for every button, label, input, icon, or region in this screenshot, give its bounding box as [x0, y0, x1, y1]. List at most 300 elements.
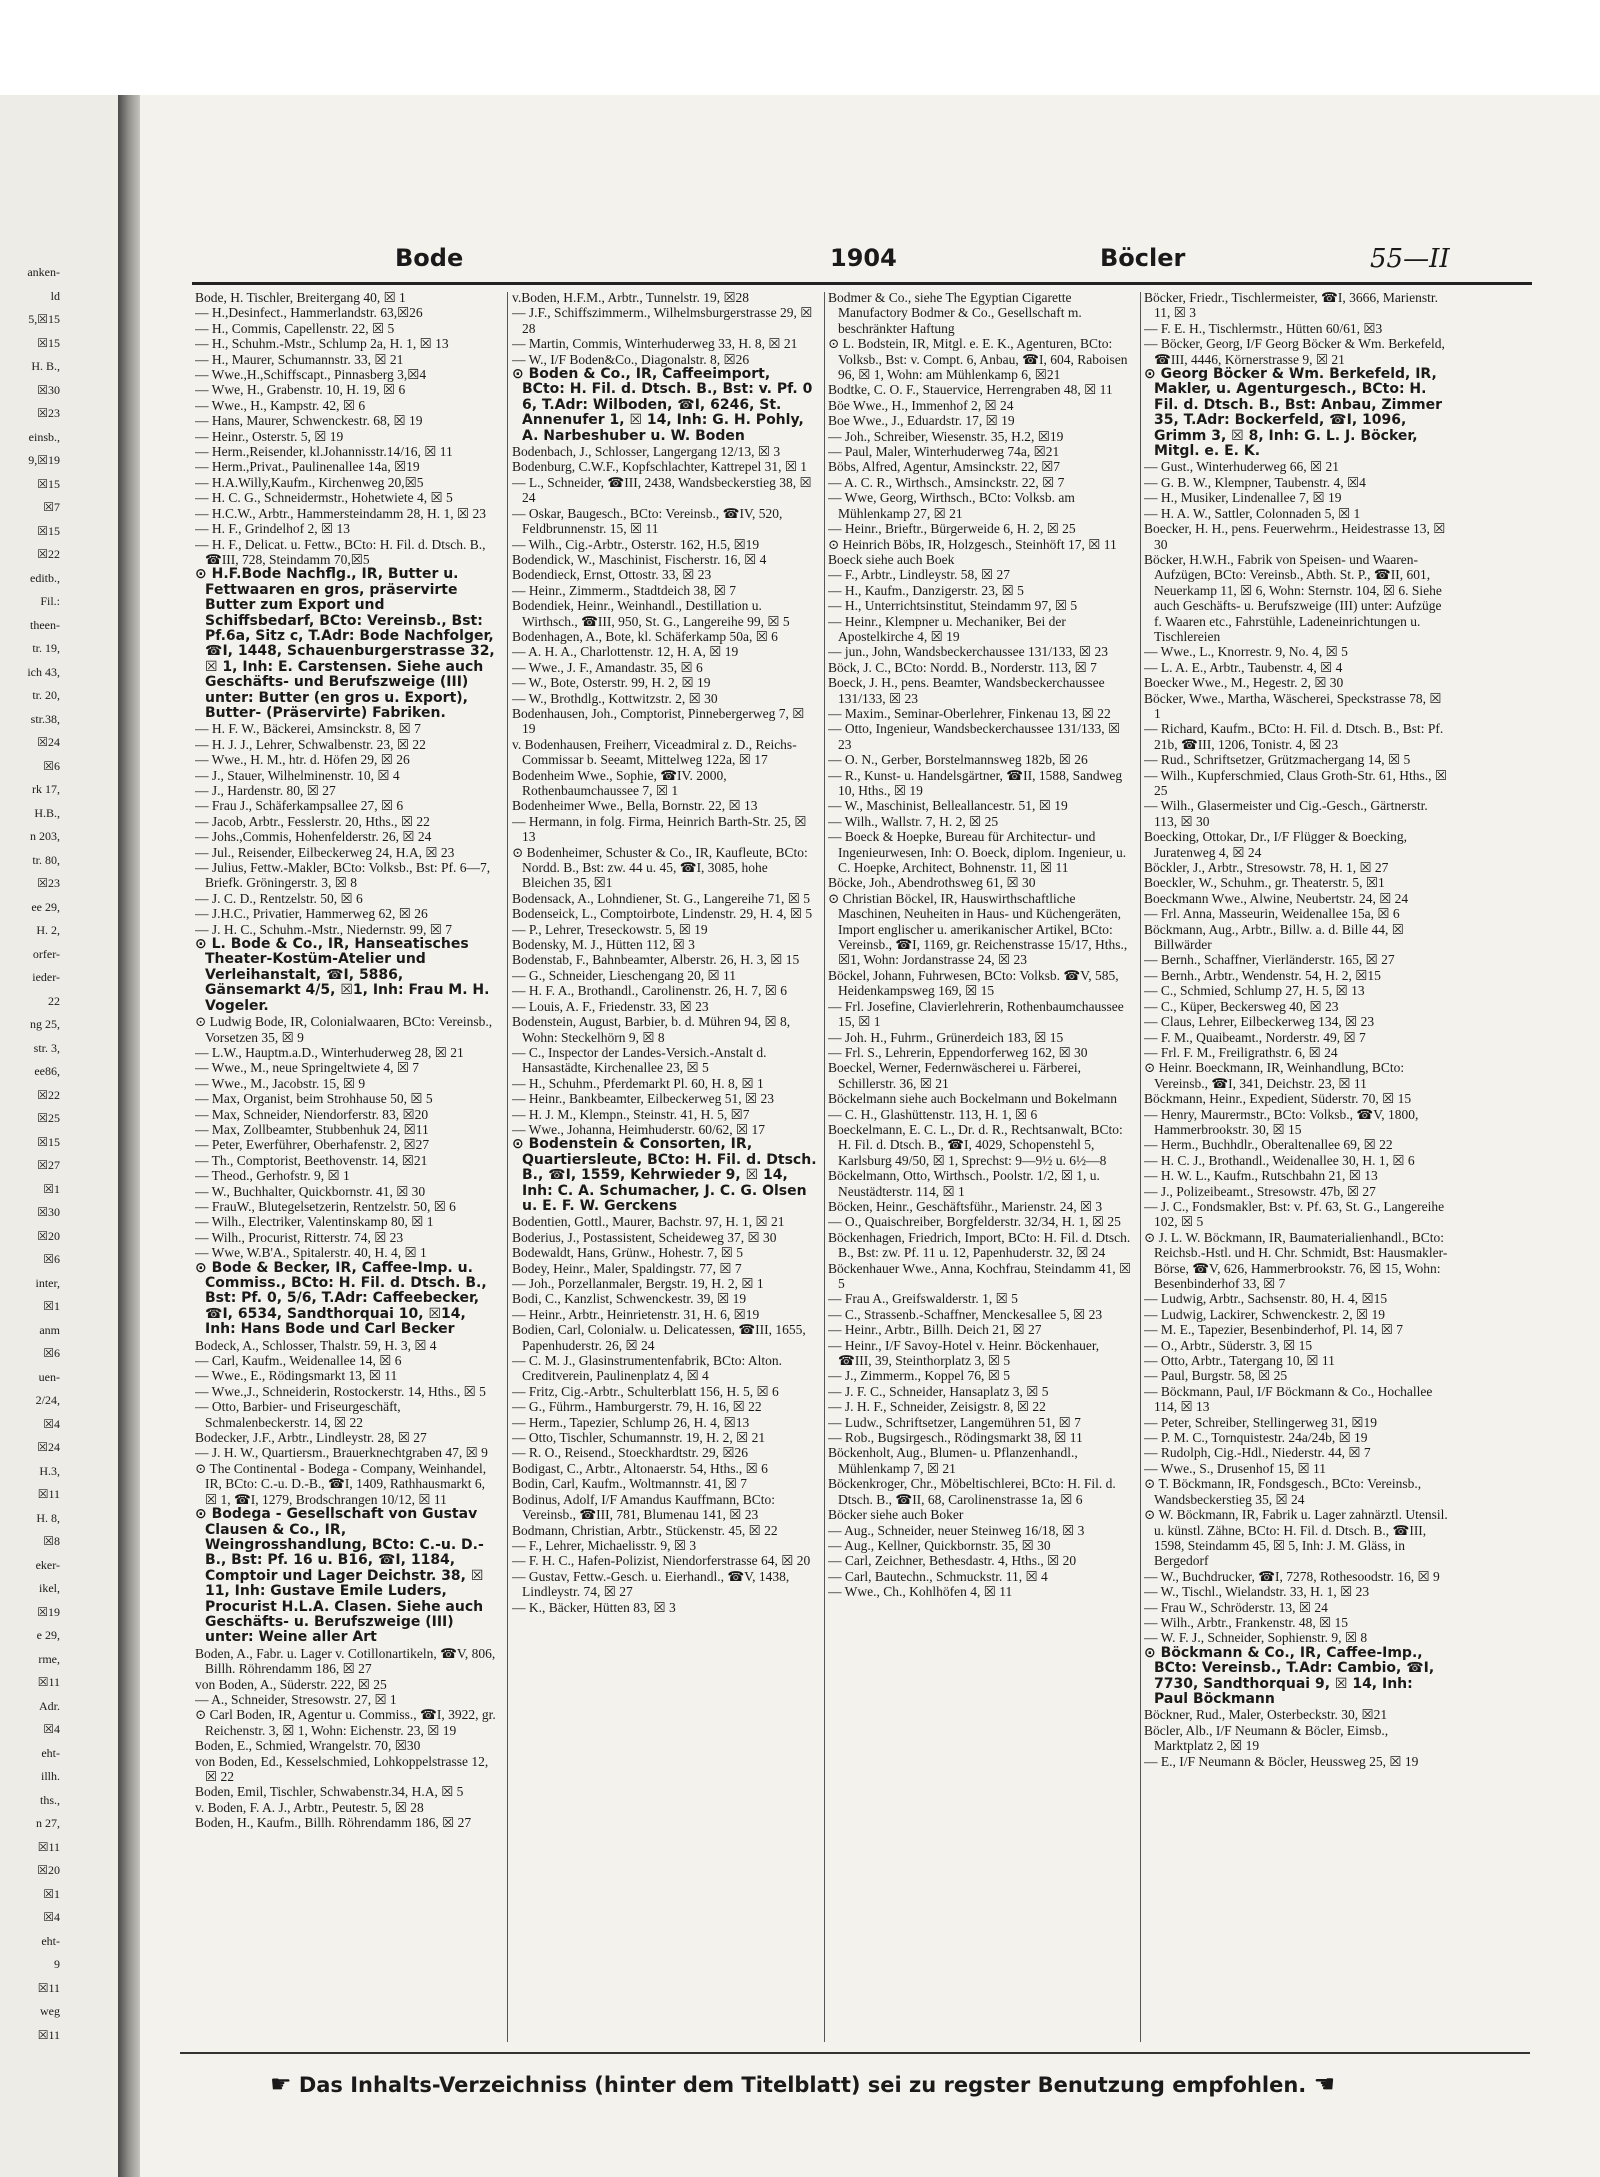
directory-entry: — C. M. J., Glasinstrumentenfabrik, BCto: Alton. Creditverein, Paulinenplatz 4, ☒ 4	[512, 1353, 782, 1384]
directory-entry: — Max, Schneider, Niendorferstr. 83, ☒20	[195, 1106, 429, 1122]
directory-entry: — Otto, Arbtr., Tatergang 10, ☒ 11	[1144, 1353, 1335, 1369]
directory-entry: — H. A. W., Sattler, Colonnaden 5, ☒ 1	[1144, 505, 1361, 521]
directory-entry: — Gust., Winterhuderweg 66, ☒ 21	[1144, 459, 1340, 475]
directory-entry: Bodentien, Gottl., Maurer, Bachstr. 97, H. 1, ☒ 21	[512, 1214, 785, 1230]
directory-entry: Böckler, J., Arbtr., Stresowstr. 78, H. 1, ☒ 27	[1144, 860, 1389, 876]
directory-entry: — C. H., Glashüttenstr. 113, H. 1, ☒ 6	[828, 1106, 1038, 1122]
directory-entry: Bodigast, C., Arbtr., Altonaerstr. 54, Hths., ☒ 6	[512, 1460, 768, 1476]
previous-page-fragment: orfer-	[32, 946, 60, 961]
directory-entry: — Heinr., Arbtr., Billh. Deich 21, ☒ 27	[828, 1322, 1042, 1338]
directory-entry: — A. C. R., Wirthsch., Amsinckstr. 22, ☒ 7	[828, 474, 1065, 490]
directory-entry: — Wilh., Glasermeister und Cig.-Gesch., Gärtnerstr. 113, ☒ 30	[1144, 798, 1428, 829]
directory-entry: von Boden, A., Süderstr. 222, ☒ 25	[195, 1676, 387, 1692]
previous-page-fragment: theen-	[30, 617, 60, 632]
previous-page-fragment: ☒15	[37, 1134, 60, 1149]
directory-entry: — Carl, Zeichner, Bethesdastr. 4, Hths., ☒ 20	[828, 1553, 1077, 1569]
directory-entry: Boecking, Ottokar, Dr., I/F Flügger & Boecking, Juratenweg 4, ☒ 24	[1144, 829, 1408, 860]
previous-page-fragment: weg	[40, 2004, 60, 2018]
previous-page-fragment: 5,☒15	[28, 312, 60, 326]
directory-entry: — L. A. E., Arbtr., Taubenstr. 4, ☒ 4	[1144, 659, 1343, 675]
previous-page-fragment: editb.,	[30, 570, 60, 585]
directory-entry: — F. H. C., Hafen-Polizist, Niendorferstrasse 64, ☒ 20	[512, 1553, 811, 1569]
previous-page-fragment: ☒30	[37, 382, 60, 397]
directory-entry: Bodenstein, August, Barbier, b. d. Mühren 94, ☒ 8, Wohn: Steckelhörn 9, ☒ 8	[512, 1014, 791, 1045]
directory-entry: Bodensack, A., Lohndiener, St. G., Langereihe 71, ☒ 5	[512, 890, 810, 906]
directory-entry: ⊙ Christian Böckel, IR, Hauswirthschaftliche Maschinen, Neuheiten in Haus- und Küchengeräten, Import englischer u. amerikanischer Artikel, BCto: Vereinsb., ☎I, 1169, gr. Reichenstrasse 15/17, Hths., ☒1, Wohn: Jordanstrasse 24, ☒ 23	[828, 890, 1128, 968]
previous-page-fragment: ee86,	[34, 1064, 60, 1078]
header-left-word: Bode	[395, 244, 464, 272]
directory-entry: v.Boden, H.F.M., Arbtr., Tunnelstr. 19, ☒28	[512, 290, 750, 305]
previous-page-fragment: H.B.,	[34, 805, 60, 820]
directory-entry: — J.H.C., Privatier, Hammerweg 62, ☒ 26	[195, 906, 428, 922]
previous-page-fragment: ikel,	[39, 1581, 60, 1595]
directory-entry: — Jul., Reisender, Eilbeckerweg 24, H.A, ☒ 23	[195, 844, 455, 860]
directory-entry: — Otto, Barbier- und Friseurgeschäft, Schmalenbeckerstr. 14, ☒ 22	[195, 1399, 401, 1430]
directory-entry: — Bernh., Schaffner, Vierländerstr. 165, ☒ 27	[1144, 952, 1395, 968]
directory-entry: — H., Schuhm., Pferdemarkt Pl. 60, H. 8, ☒ 1	[512, 1075, 764, 1091]
column-1	[195, 290, 497, 2060]
directory-entry: — Joh. H., Fuhrm., Grünerdeich 183, ☒ 15	[828, 1029, 1064, 1045]
directory-entry: — Fritz, Cig.-Arbtr., Schulterblatt 156, H. 5, ☒ 6	[512, 1383, 779, 1399]
directory-entry: — Wwe.,J., Schneiderin, Rostockerstr. 14, Hths., ☒ 5	[195, 1383, 486, 1399]
previous-page-fragment: ☒23	[37, 876, 60, 890]
directory-entry: — H., Schuhm.-Mstr., Schlump 2a, H. 1, ☒ 13	[195, 336, 449, 352]
directory-entry: — Julius, Fettw.-Makler, BCto: Volksb., Bst: Pf. 6—7, Briefk. Gröningerstr. 3, ☒ 8	[195, 860, 491, 891]
previous-page-fragment: Adr.	[39, 1698, 60, 1713]
directory-entry: — H.C.W., Arbtr., Hammersteindamm 28, H. 1, ☒ 23	[195, 505, 486, 521]
directory-entry: — jun., John, Wandsbeckerchaussee 131/133, ☒ 23	[828, 644, 1108, 660]
header-year: 1904	[830, 244, 897, 272]
directory-entry: ⊙ Georg Böcker & Wm. Berkefeld, IR, Makler, u. Agenturgesch., BCto: H. Fil. d. Dtsch. B., Bst: Anbau, Zimmer 35, T.Adr: Bockerfeld, ☎I, 1096, Grimm 3, ☒ 8, Inh: G. L. J. Böcker, Mitgl. e. E. K.	[1144, 366, 1442, 460]
previous-page-fragment: illh.	[40, 1769, 60, 1783]
previous-page-fragment: ☒24	[37, 735, 60, 749]
directory-entry: Bode, H. Tischler, Breitergang 40, ☒ 1	[195, 290, 406, 305]
directory-entry: Bodenbach, J., Schlosser, Langergang 12/13, ☒ 3	[512, 444, 781, 460]
directory-entry: Böckelmann siehe auch Bockelmann und Bokelmann	[828, 1091, 1118, 1107]
directory-entry: — FrauW., Blutegelsetzerin, Rentzelstr. 50, ☒ 6	[195, 1198, 456, 1214]
previous-page-fragment: tr. 80,	[32, 852, 60, 867]
directory-entry: — G., Schneider, Lieschengang 20, ☒ 11	[512, 967, 737, 983]
directory-entry: — Wwe, Georg, Wirthsch., BCto: Volksb. am Mühlenkamp 27, ☒ 21	[828, 490, 1075, 521]
previous-page-fragment: ☒4	[43, 1722, 60, 1736]
directory-entry: — Wwe., M., neue Springeltwiete 4, ☒ 7	[195, 1060, 420, 1076]
page-header	[195, 244, 1525, 284]
directory-entry: — R. O., Reisend., Stoeckhardtstr. 29, ☒26	[512, 1445, 748, 1461]
directory-entry: — Wwe., Ch., Kohlhöfen 4, ☒ 11	[828, 1584, 1013, 1600]
directory-entry: — Hans, Maurer, Schwenckestr. 68, ☒ 19	[195, 413, 423, 429]
directory-entry: — Herm.,Reisender, kl.Johannisstr.14/16, ☒ 11	[195, 444, 453, 460]
directory-entry: Bodenburg, C.W.F., Kopfschlachter, Kattrepel 31, ☒ 1	[512, 459, 808, 475]
directory-entry: Bodinus, Adolf, I/F Amandus Kauffmann, BCto: Vereinsb., ☎III, 781, Blumenau 141, ☒ 23	[512, 1491, 776, 1523]
directory-entry: Böckenholt, Aug., Blumen- u. Pflanzenhandl., Mühlenkamp 7, ☒ 21	[828, 1445, 1078, 1476]
previous-page-fragment: 9	[54, 1957, 60, 1971]
directory-entry: Böcker, Wwe., Martha, Wäscherei, Speckstrasse 78, ☒ 1	[1144, 690, 1442, 721]
directory-entry: — H.A.Willy,Kaufm., Kirchenweg 20,☒5	[195, 474, 424, 490]
previous-page-fragment: ☒20	[37, 1228, 60, 1243]
directory-entry: Böbs, Alfred, Agentur, Amsinckstr. 22, ☒7	[828, 459, 1061, 475]
column-divider-2	[824, 292, 825, 2042]
directory-entry: — Wwe., H. M., htr. d. Höfen 29, ☒ 26	[195, 752, 410, 768]
directory-entry: — H., Maurer, Schumannstr. 33, ☒ 21	[195, 351, 404, 367]
directory-entry: — Paul, Burgstr. 58, ☒ 25	[1144, 1368, 1288, 1384]
hand-left-icon: ☚	[1313, 2070, 1336, 2098]
directory-entry: ⊙ Bodenstein & Consorten, IR, Quartiersleute, BCto: H. Fil. d. Dtsch. B., ☎I, 1559, Kehrwieder 9, ☒ 14, Inh: C. A. Schumacher, J. C. G. Olsen u. E. F. W. Gerckens	[512, 1136, 817, 1214]
directory-entry: — J. C., Fondsmakler, Bst: v. Pf. 63, St. G., Langereihe 102, ☒ 5	[1144, 1198, 1445, 1230]
directory-entry: Böe Wwe., H., Immenhof 2, ☒ 24	[828, 397, 1014, 413]
directory-entry: — M. E., Tapezier, Besenbinderhof, Pl. 14, ☒ 7	[1144, 1322, 1403, 1338]
header-rule	[192, 282, 1532, 285]
directory-entry: ⊙ H.F.Bode Nachflg., IR, Butter u. Fettwaaren en gros, präservirte Butter zum Export und Schiffsbedarf, BCto: Vereinsb., Bst: Pf.6a, Sitz c, T.Adr: Bode Nachfolger, ☎I, 1448, Schauenburgerstrasse 32, ☒ 1, Inh: E. Carstensen. Siehe auch Geschäfts- und Berufszweige (III) unter: Butter (en gros u. Export), Butter- (Präservirte) Fabriken.	[195, 566, 495, 721]
directory-entry: — Hermann, in folg. Firma, Heinrich Barth-Str. 25, ☒ 13	[512, 813, 807, 845]
directory-entry: — P., Lehrer, Treseckowstr. 5, ☒ 19	[512, 921, 708, 937]
directory-entry: Böckenhauer Wwe., Anna, Kochfrau, Steindamm 41, ☒ 5	[828, 1260, 1132, 1291]
directory-entry: — G. B. W., Klempner, Taubenstr. 4, ☒4	[1144, 474, 1366, 490]
directory-entry: — Frau A., Greifswalderstr. 1, ☒ 5	[828, 1291, 1018, 1307]
directory-entry: — H. F. A., Brothandl., Carolinenstr. 26, H. 7, ☒ 6	[512, 983, 788, 999]
directory-entry: — Frl. Anna, Masseurin, Weidenallee 15a, ☒ 6	[1144, 906, 1400, 922]
directory-entry: — Richard, Kaufm., BCto: H. Fil. d. Dtsch. B., Bst: Pf. 21b, ☎III, 1206, Tonistr. 4, ☒ 23	[1144, 721, 1444, 752]
directory-entry: — H. F., Grindelhof 2, ☒ 13	[195, 521, 351, 537]
previous-page-fragment: 9,☒19	[28, 453, 60, 467]
previous-page-fragment: ☒23	[37, 406, 60, 420]
directory-entry: — J. H. F., Schneider, Zeisigstr. 8, ☒ 22	[828, 1399, 1046, 1415]
directory-entry: Boden, H., Kaufm., Billh. Röhrendamm 186, ☒ 27	[195, 1815, 472, 1831]
directory-entry: Böckmann, Heinr., Expedient, Süderstr. 70, ☒ 15	[1144, 1091, 1412, 1107]
directory-entry: Böckel, Johann, Fuhrwesen, BCto: Volksb. ☎V, 585, Heidenkampsweg 169, ☒ 15	[828, 967, 1119, 999]
previous-page-fragment: H.3,	[39, 1463, 60, 1478]
directory-entry: — Wwe., J. F., Amandastr. 35, ☒ 6	[512, 659, 703, 675]
directory-entry: — A. H. A., Charlottenstr. 12, H. A, ☒ 19	[512, 644, 739, 660]
previous-page-fragment: ☒11	[37, 1839, 60, 1854]
directory-entry: — H. J. J., Lehrer, Schwalbenstr. 23, ☒ 22	[195, 736, 426, 752]
directory-entry: — R., Kunst- u. Handelsgärtner, ☎II, 1588, Sandweg 10, Hths., ☒ 19	[828, 767, 1123, 798]
previous-page-fragment: n 27,	[36, 1816, 60, 1830]
directory-entry: Boeckelmann, E. C. L., Dr. d. R., Rechtsanwalt, BCto: H. Fil. d. Dtsch. B., ☎I, 4029, Schopenstehl 5, Karlsburg 49/50, ☒ 1, Sprechst: 9—9½ u. 6½—8	[828, 1121, 1123, 1168]
directory-entry: Böcker siehe auch Boker	[828, 1507, 964, 1523]
previous-page-fragment: einsb.,	[28, 429, 60, 444]
previous-page-fragment: 22	[48, 993, 60, 1008]
directory-entry: Bodensky, M. J., Hütten 112, ☒ 3	[512, 937, 695, 953]
directory-entry: — Frau W., Schröderstr. 13, ☒ 24	[1144, 1599, 1328, 1615]
directory-entry: — Herm.,Privat., Paulinenallee 14a, ☒19	[195, 459, 420, 475]
previous-page-fragment: ☒6	[43, 758, 60, 773]
directory-entry: ⊙ Heinrich Böbs, IR, Holzgesch., Steinhöft 17, ☒ 11	[828, 536, 1117, 552]
directory-entry: — Böcker, Georg, I/F Georg Böcker & Wm. Berkefeld, ☎III, 4446, Körnerstrasse 9, ☒ 21	[1144, 336, 1445, 367]
previous-page-fragment: ☒1	[43, 1299, 60, 1313]
directory-entry: Boeck siehe auch Boek	[828, 551, 955, 567]
previous-page-fragment: ☒24	[37, 1440, 60, 1454]
directory-entry: — Rud., Schriftsetzer, Grützmachergang 14, ☒ 5	[1144, 752, 1411, 768]
directory-entry: — W., I/F Boden&Co., Diagonalstr. 8, ☒26	[512, 351, 750, 367]
directory-entry: Bodmann, Christian, Arbtr., Stückenstr. 45, ☒ 22	[512, 1522, 778, 1538]
directory-entry: — E., I/F Neumann & Böcler, Heussweg 25, ☒ 19	[1144, 1753, 1419, 1769]
directory-entry: Bodewaldt, Hans, Grünw., Hohestr. 7, ☒ 5	[512, 1245, 743, 1261]
previous-page-fragment: ☒20	[37, 1863, 60, 1877]
directory-entry: — J. H. W., Quartiersm., Brauerknechtgraben 47, ☒ 9	[195, 1445, 488, 1461]
directory-entry: — Maxim., Seminar-Oberlehrer, Finkenau 13, ☒ 22	[828, 705, 1111, 721]
directory-entry: — Peter, Ewerführer, Oberhafenstr. 2, ☒27	[195, 1137, 430, 1153]
directory-entry: Bodien, Carl, Colonialw. u. Delicatessen, ☎III, 1655, Papenhuderstr. 26, ☒ 24	[512, 1322, 806, 1353]
directory-entry: Böckner, Rud., Maler, Osterbeckstr. 30, ☒21	[1144, 1707, 1388, 1723]
previous-page-fragment: Fil.:	[40, 594, 60, 608]
previous-page-fragment: ☒1	[43, 1181, 60, 1196]
previous-page-fragment: ☒15	[37, 476, 60, 491]
directory-entry: Böcler, Alb., I/F Neumann & Böcler, Eimsb., Marktplatz 2, ☒ 19	[1144, 1722, 1389, 1754]
directory-entry: Böcken, Heinr., Geschäftsführ., Marienstr. 24, ☒ 3	[828, 1198, 1103, 1214]
directory-entry: Boden, E., Schmied, Wrangelstr. 70, ☒30	[195, 1738, 421, 1754]
previous-page-fragment: anm	[39, 1322, 60, 1337]
previous-page-fragment: ☒11	[37, 1675, 60, 1689]
directory-entry: v. Bodenhausen, Freiherr, Viceadmiral z. D., Reichs-Commissar b. Seeamt, Mittelweg 122a, ☒ 17	[512, 736, 797, 768]
previous-page-fragment: ee 29,	[31, 899, 60, 914]
directory-entry: — Peter, Schreiber, Stellingerweg 31, ☒19	[1144, 1414, 1377, 1430]
directory-entry: — J. C. D., Rentzelstr. 50, ☒ 6	[195, 890, 363, 906]
directory-entry: — F., Lehrer, Michaelisstr. 9, ☒ 3	[512, 1537, 697, 1553]
directory-entry: — Wilh., Wallstr. 7, H. 2, ☒ 25	[828, 813, 999, 829]
directory-entry: Böcke, Joh., Abendrothsweg 61, ☒ 30	[828, 875, 1036, 891]
directory-entry: — Wilh., Kupferschmied, Claus Groth-Str. 61, Hths., ☒ 25	[1144, 767, 1448, 798]
directory-entry: — O., Quaischreiber, Borgfelderstr. 32/34, H. 1, ☒ 25	[828, 1214, 1121, 1230]
directory-entry: Bodmer & Co., siehe The Egyptian Cigarette Manufactory Bodmer & Co., Gesellschaft m. beschränkter Haftung	[828, 290, 1082, 336]
directory-entry: ⊙ Heinr. Boeckmann, IR, Weinhandlung, BCto: Vereinsb., ☎I, 341, Deichstr. 23, ☒ 11	[1144, 1060, 1405, 1091]
directory-entry: — Wwe., S., Drusenhof 15, ☒ 11	[1144, 1460, 1326, 1476]
directory-entry: — F. E. H., Tischlermstr., Hütten 60/61, ☒3	[1144, 320, 1383, 336]
previous-page-fragment: anken-	[27, 265, 60, 279]
directory-entry: — Wilh., Electriker, Valentinskamp 80, ☒ 1	[195, 1214, 434, 1230]
directory-entry: — H. C. G., Schneidermstr., Hohetwiete 4, ☒ 5	[195, 490, 453, 506]
directory-entry: — Wwe., M., Jacobstr. 15, ☒ 9	[195, 1075, 366, 1091]
directory-entry: — Wilh., Arbtr., Frankenstr. 48, ☒ 15	[1144, 1614, 1349, 1630]
directory-entry: Böck, J. C., BCto: Nordd. B., Norderstr. 113, ☒ 7	[828, 659, 1097, 675]
previous-page-fragment: ich 43,	[27, 664, 60, 679]
directory-entry: ⊙ Bodega - Gesellschaft von Gustav Clausen & Co., IR, Weingrosshandlung, BCto: C.-u. D.-B., Bst: Pf. 16 u. B16, ☎I, 1184, Comptoir und Lager Deichstr. 38, ☒ 11, Inh: Gustave Emile Luders, Procurist H.L.A. Clasen. Siehe auch Geschäfts- u. Berufszweige (III) unter: Weine aller Art	[195, 1506, 484, 1646]
directory-entry: ⊙ Bode & Becker, IR, Caffee-Imp. u. Commiss., BCto: H. Fil. d. Dtsch. B., Bst: Pf. 0, 5/6, T.Adr: Caffeebecker, ☎I, 6534, Sandthorquai 10, ☒14, Inh: Hans Bode und Carl Becker	[195, 1259, 487, 1338]
directory-entry: — Wwe., E., Rödingsmarkt 13, ☒ 11	[195, 1368, 398, 1384]
directory-entry: — Bernh., Arbtr., Wendenstr. 54, H. 2, ☒15	[1144, 967, 1381, 983]
previous-page-fragment: ☒27	[37, 1158, 60, 1172]
directory-entry: — Frl. F. M., Freiligrathstr. 6, ☒ 24	[1144, 1044, 1338, 1060]
previous-page-fragment: H. 2,	[36, 923, 60, 937]
directory-entry: — C., Küper, Beckersweg 40, ☒ 23	[1144, 998, 1339, 1014]
previous-page-fragment: ☒8	[43, 1534, 60, 1548]
directory-entry: — Wwe., H., Kampstr. 42, ☒ 6	[195, 397, 366, 413]
directory-entry: — W., Maschinist, Belleallancestr. 51, ☒ 19	[828, 798, 1068, 814]
previous-page-fragment: inter,	[35, 1275, 60, 1290]
directory-entry: ⊙ J. L. W. Böckmann, IR, Baumaterialienhandl., BCto: Reichsb.-Hstl. und H. Chr. Schmidt, Bst: Hausmakler-Börse, ☎V, 626, Hammerbrookstr. 76, ☒ 15, Wohn: Besenbinderhof 33, ☒ 7	[1144, 1229, 1448, 1291]
column-2	[512, 290, 817, 2060]
directory-entry: — Carl, Bautechn., Schmuckstr. 11, ☒ 4	[828, 1568, 1048, 1584]
directory-entry: Bodendick, W., Maschinist, Fischerstr. 16, ☒ 4	[512, 551, 767, 567]
previous-page-fragment: ☒25	[37, 1111, 60, 1125]
directory-entry: Bodenhausen, Joh., Comptorist, Pinnebergerweg 7, ☒ 19	[512, 705, 805, 737]
directory-entry: — Otto, Tischler, Schumannstr. 19, H. 2, ☒ 21	[512, 1430, 766, 1446]
previous-page-fragment: eht-	[41, 1745, 60, 1760]
directory-entry: — Böckmann, Paul, I/F Böckmann & Co., Hochallee 114, ☒ 13	[1144, 1383, 1433, 1415]
directory-entry: — C., Inspector der Landes-Versich.-Anstalt d. Hansastädte, Kirchenallee 23, ☒ 5	[512, 1044, 767, 1076]
directory-entry: — F. M., Quaibeamt., Norderstr. 49, ☒ 7	[1144, 1029, 1366, 1045]
previous-page-fragment: ths.,	[39, 1792, 60, 1807]
directory-entry: — Heinr., Bankbeamter, Eilbeckerweg 51, ☒ 23	[512, 1091, 774, 1107]
column-divider-3	[1140, 292, 1141, 2042]
directory-entry: Boeckler, W., Schuhm., gr. Theaterstr. 5, ☒1	[1144, 875, 1385, 891]
directory-entry: Bodin, Carl, Kaufm., Woltmannstr. 41, ☒ 7	[512, 1476, 748, 1492]
previous-page-fragment: ☒30	[37, 1205, 60, 1219]
previous-page-fragment: H. B.,	[31, 359, 60, 373]
directory-entry: — Herm., Buchhdlr., Oberaltenallee 69, ☒ 22	[1144, 1137, 1393, 1153]
directory-entry: — Wilh., Procurist, Ritterstr. 74, ☒ 23	[195, 1229, 404, 1245]
directory-entry: Böckenkroger, Chr., Möbeltischlerei, BCto: H. Fil. d. Dtsch. B., ☎II, 68, Carolinenstrasse 1a, ☒ 6	[828, 1476, 1116, 1507]
previous-page-fragment: ☒6	[43, 1252, 60, 1266]
directory-entry: — Heinr., Osterstr. 5, ☒ 19	[195, 428, 344, 444]
directory-entry: — Louis, A. F., Friedenstr. 33, ☒ 23	[512, 998, 709, 1014]
previous-page-fragment: ☒1	[43, 1886, 60, 1901]
directory-entry: — J., Stauer, Wilhelminenstr. 10, ☒ 4	[195, 767, 400, 783]
directory-entry: ⊙ Carl Boden, IR, Agentur u. Commiss., ☎I, 3922, gr. Reichenstr. 3, ☒ 1, Wohn: Eichenstr. 23, ☒ 19	[195, 1707, 496, 1738]
previous-page-fragment: eht-	[41, 1933, 60, 1948]
directory-entry: Boecker Wwe., M., Hegestr. 2, ☒ 30	[1144, 675, 1344, 691]
directory-entry: ⊙ Böckmann & Co., IR, Caffee-Imp., BCto: Vereinsb., T.Adr: Cambio, ☎I, 7730, Sandthorquai 9, ☒ 14, Inh: Paul Böckmann	[1144, 1644, 1435, 1707]
previous-page-fragment: ☒15	[37, 523, 60, 538]
previous-page-fragment: eker-	[35, 1557, 60, 1572]
directory-entry: ⊙ L. Bode & Co., IR, Hanseatisches Theater-Kostüm-Atelier und Verleihanstalt, ☎I, 5886, Gänsemarkt 4/5, ☒1, Inh: Frau M. H. Vogeler.	[195, 936, 490, 1014]
directory-entry: — J., Hardenstr. 80, ☒ 27	[195, 783, 336, 798]
directory-entry: — G., Führm., Hamburgerstr. 79, H. 16, ☒ 22	[512, 1399, 762, 1415]
previous-page-fragment: e 29,	[36, 1628, 60, 1642]
directory-entry: Boderius, J., Postassistent, Scheideweg 37, ☒ 30	[512, 1229, 777, 1245]
column-divider-1	[507, 292, 508, 2042]
directory-entry: — Joh., Schreiber, Wiesenstr. 35, H.2, ☒19	[828, 428, 1064, 444]
directory-entry: — P. M. C., Tornquistestr. 24a/24b, ☒ 19	[1144, 1430, 1368, 1446]
directory-entry: — H., Musiker, Lindenallee 7, ☒ 19	[1144, 490, 1342, 506]
directory-entry: — Wwe., Johanna, Heimhuderstr. 60/62, ☒ 17	[512, 1121, 765, 1137]
directory-entry: — Th., Comptorist, Beethovenstr. 14, ☒21	[195, 1152, 428, 1168]
directory-entry: — W., Buchhalter, Quickbornstr. 41, ☒ 30	[195, 1183, 426, 1199]
directory-entry: Bodey, Heinr., Maler, Spaldingstr. 77, ☒ 7	[512, 1260, 742, 1276]
directory-entry: — Wwe.,H.,Schiffscapt., Pinnasberg 3,☒4	[195, 367, 427, 383]
directory-entry: Böckenhagen, Friedrich, Import, BCto: H. Fil. d. Dtsch. B., Bst: zw. Pf. 11 u. 12, Papenhuderstr. 32, ☒ 24	[828, 1229, 1131, 1261]
hand-right-icon: ☛	[270, 2070, 292, 2098]
directory-entry: — Joh., Porzellanmaler, Bergstr. 19, H. 2, ☒ 1	[512, 1276, 764, 1291]
directory-entry: — L., Schneider, ☎III, 2438, Wandsbeckerstieg 38, ☒ 24	[512, 474, 812, 506]
previous-page-fragment: n 203,	[30, 829, 60, 843]
footer-text: Das Inhalts-Verzeichniss (hinter dem Titelblatt) sei zu regster Benutzung empfohlen.	[298, 2073, 1307, 2097]
directory-entry: — Heinr., Brieftr., Bürgerweide 6, H. 2, ☒ 25	[828, 521, 1076, 537]
directory-entry: — W., Tischl., Wielandstr. 33, H. 1, ☒ 23	[1144, 1584, 1370, 1600]
directory-entry: — Martin, Commis, Winterhuderweg 33, H. 8, ☒ 21	[512, 336, 798, 352]
directory-entry: — Boeck & Hoepke, Bureau für Architectur- und Ingenieurwesen, Inh: O. Boeck, diplom. Ingenieur, u. C. Hoepke, Architect, Bohnenstr. 11, ☒ 11	[828, 829, 1127, 876]
directory-entry: Bodenhagen, A., Bote, kl. Schäferkamp 50a, ☒ 6	[512, 628, 778, 644]
directory-entry: — Wwe, H., Grabenstr. 10, H. 19, ☒ 6	[195, 382, 406, 398]
directory-entry: — Heinr., Klempner u. Mechaniker, Bei der Apostelkirche 4, ☒ 19	[828, 613, 1066, 644]
directory-entry: Böckelmann, Otto, Wirthsch., Poolstr. 1/2, ☒ 1, u. Neustädterstr. 114, ☒ 1	[828, 1168, 1100, 1199]
directory-entry: Bodeck, A., Schlosser, Thalstr. 59, H. 3, ☒ 4	[195, 1337, 437, 1353]
directory-entry: — C., Schmied, Schlump 27, H. 5, ☒ 13	[1144, 983, 1365, 999]
directory-entry: Boden, Emil, Tischler, Schwabenstr.34, H.A, ☒ 5	[195, 1784, 464, 1800]
directory-entry: — Heinr., Arbtr., Heinrietenstr. 31, H. 6, ☒19	[512, 1306, 760, 1322]
previous-page-fragment: ☒15	[37, 335, 60, 350]
previous-page-fragment: ld	[50, 288, 60, 303]
previous-page-fragment: ☒4	[43, 1910, 60, 1924]
directory-entry: ⊙ Boden & Co., IR, Caffeeimport, BCto: H. Fil. d. Dtsch. B., Bst: v. Pf. 0 6, T.Adr: Wilboden, ☎I, 6246, St. Annenufer 1, ☒ 14, Inh: G. H. Pohly, A. Narbeshuber u. W. Boden	[512, 366, 813, 444]
directory-entry: von Boden, Ed., Kesselschmied, Lohkoppelstrasse 12, ☒ 22	[195, 1753, 489, 1784]
directory-entry: — Ludwig, Lackirer, Schwenckestr. 2, ☒ 19	[1144, 1306, 1386, 1322]
previous-page-fragment: ☒19	[37, 1604, 60, 1619]
directory-entry: — W., Brothdlg., Kottwitzstr. 2, ☒ 30	[512, 690, 718, 706]
previous-page-fragment: uen-	[38, 1369, 60, 1384]
directory-entry: — L.W., Hauptm.a.D., Winterhuderweg 28, ☒ 21	[195, 1044, 464, 1060]
directory-entry: — Max, Zollbeamter, Stubbenhuk 24, ☒11	[195, 1121, 429, 1137]
previous-page-fragment: str.38,	[30, 711, 60, 726]
directory-entry: — Heinr., I/F Savoy-Hotel v. Heinr. Böckenhauer, ☎III, 39, Steinthorplatz 3, ☒ 5	[828, 1337, 1100, 1369]
directory-entry: ⊙ The Continental - Bodega - Company, Weinhandel, IR, BCto: C.-u. D.-B., ☎I, 1409, Rathhausmarkt 6, ☒ 1, ☎I, 1279, Brodschrangen 10/12, ☒ 11	[195, 1460, 487, 1507]
directory-entry: Bodtke, C. O. F., Stauervice, Herrengraben 48, ☒ 11	[828, 382, 1113, 398]
directory-entry: — Frau J., Schäferkampsallee 27, ☒ 6	[195, 798, 404, 814]
previous-page-fragment: rk 17,	[32, 782, 60, 796]
directory-entry: — Gustav, Fettw.-Gesch. u. Eierhandl., ☎V, 1438, Lindleystr. 74, ☒ 27	[512, 1568, 790, 1600]
directory-entry: — J., Zimmerm., Koppel 76, ☒ 5	[828, 1368, 1010, 1384]
directory-entry: Boeck, J. H., pens. Beamter, Wandsbeckerchaussee 131/133, ☒ 23	[828, 675, 1105, 706]
directory-entry: Bodenseick, L., Comptoirbote, Lindenstr. 29, H. 4, ☒ 5	[512, 906, 813, 922]
directory-entry: ⊙ W. Böckmann, IR, Fabrik u. Lager zahnärztl. Utensil. u. künstl. Zähne, BCto: H. Fil. d. Dtsch. B., ☎III, 1598, Steindamm 45, ☒ 5, Inh: J. M. Gläss, in Bergedorf	[1144, 1507, 1448, 1569]
directory-entry: — Aug., Kellner, Quickbornstr. 35, ☒ 30	[828, 1537, 1051, 1553]
directory-entry: Boe Wwe., J., Eduardstr. 17, ☒ 19	[828, 413, 1015, 429]
directory-entry: Böcker, Friedr., Tischlermeister, ☎I, 3666, Marienstr. 11, ☒ 3	[1144, 290, 1438, 321]
previous-page-fragment: ☒4	[43, 1416, 60, 1431]
directory-entry: — H.,Desinfect., Hammerlandstr. 63,☒26	[195, 305, 423, 321]
directory-entry: — H. F. W., Bäckerei, Amsinckstr. 8, ☒ 7	[195, 721, 421, 737]
directory-entry: — Paul, Maler, Winterhuderweg 74a, ☒21	[828, 444, 1060, 460]
directory-entry: Bodenstab, F., Bahnbeamter, Alberstr. 26, H. 3, ☒ 15	[512, 952, 800, 968]
column-4	[1144, 290, 1449, 2060]
directory-entry: Boeckmann Wwe., Alwine, Neubertstr. 24, ☒ 24	[1144, 890, 1409, 906]
directory-entry: — Claus, Lehrer, Eilbeckerweg 134, ☒ 23	[1144, 1014, 1375, 1030]
directory-entry: ⊙ Bodenheimer, Schuster & Co., IR, Kaufleute, BCto: Nordd. B., Bst: zw. 44 u. 45, ☎I, 3085, hohe Bleichen 35, ☒1	[512, 844, 808, 891]
previous-page-fragment: ☒11	[37, 1980, 60, 1995]
directory-entry: — J. H. C., Schuhm.-Mstr., Niedernstr. 99, ☒ 7	[195, 921, 452, 937]
directory-entry: — Herm., Tapezier, Schlump 26, H. 4, ☒13	[512, 1414, 750, 1430]
directory-entry: Bodendiek, Heinr., Weinhandl., Destillation u. Wirthsch., ☎III, 950, St. G., Langereihe 99, ☒ 5	[512, 598, 790, 629]
previous-page-fragment: ieder-	[32, 970, 60, 984]
directory-entry: — Wilh., Cig.-Arbtr., Osterstr. 162, H.5, ☒19	[512, 536, 760, 552]
directory-entry: — H. W. L., Kaufm., Rutschbahn 21, ☒ 13	[1144, 1168, 1378, 1184]
directory-entry: — A., Schneider, Stresowstr. 27, ☒ 1	[195, 1691, 397, 1707]
directory-entry: — Wwe, W.B'A., Spitalerstr. 40, H. 4, ☒ 1	[195, 1245, 427, 1261]
directory-entry: — H. F., Delicat. u. Fettw., BCto: H. Fil. d. Dtsch. B., ☎III, 728, Steindamm 70,☒5	[195, 536, 486, 567]
previous-page-edge	[0, 95, 125, 2177]
directory-entry: Böcker, H.W.H., Fabrik von Speisen- und Waaren-Aufzügen, BCto: Vereinsb., Abth. St. P., ☎II, 601, Neuerkamp 11, ☒ 6, Wohn: Sternstr. 104, ☒ 6. Siehe auch Geschäfts- u. Berufszweige (III) unter: Aufzüge f. Waaren etc., Fahrstühle, Ladeneinrichtungen u. Tischlereien	[1144, 551, 1442, 644]
previous-page-fragment: ☒7	[43, 500, 60, 514]
previous-page-fragment: ☒11	[37, 1487, 60, 1501]
directory-entry: — Aug., Schneider, neuer Steinweg 16/18, ☒ 3	[828, 1522, 1085, 1538]
previous-page-fragment: ng 25,	[30, 1017, 60, 1031]
directory-entry: Böckmann, Aug., Arbtr., Billw. a. d. Bille 44, ☒ Billwärder	[1144, 921, 1404, 953]
directory-entry: — Henry, Maurermstr., BCto: Volksb., ☎V, 1800, Hammerbrookstr. 30, ☒ 15	[1144, 1106, 1419, 1137]
directory-entry: — Jacob, Arbtr., Fesslerstr. 20, Hths., ☒ 22	[195, 813, 430, 829]
directory-entry: Boden, A., Fabr. u. Lager v. Cotillonartikeln, ☎V, 806, Billh. Röhrendamm 186, ☒ 27	[195, 1645, 496, 1677]
previous-page-fragment: ☒22	[37, 1087, 60, 1102]
directory-entry: — O. N., Gerber, Borstelmannsweg 182b, ☒ 26	[828, 752, 1088, 768]
directory-entry: Bodecker, J.F., Arbtr., Lindleystr. 28, ☒ 27	[195, 1430, 427, 1446]
directory-entry: — J.F., Schiffszimmerm., Wilhelmsburgerstrasse 29, ☒ 28	[512, 305, 813, 336]
directory-entry: — H. J. M., Klempn., Steinstr. 41, H. 5, ☒7	[512, 1106, 750, 1122]
previous-page-fragment: rme,	[38, 1651, 60, 1666]
directory-entry: ⊙ Ludwig Bode, IR, Colonialwaaren, BCto: Vereinsb., Vorsetzen 35, ☒ 9	[195, 1014, 493, 1045]
previous-page-fragment: 2/24,	[35, 1393, 60, 1407]
directory-entry: Bodenheim Wwe., Sophie, ☎IV. 2000, Rothenbaumchaussee 7, ☒ 1	[512, 767, 727, 798]
directory-entry: Boeckel, Werner, Federnwäscherei u. Färberei, Schillerstr. 36, ☒ 21	[828, 1060, 1082, 1091]
header-page-number: 55—II	[1370, 244, 1450, 274]
directory-entry: — H., Commis, Capellenstr. 22, ☒ 5	[195, 320, 395, 336]
